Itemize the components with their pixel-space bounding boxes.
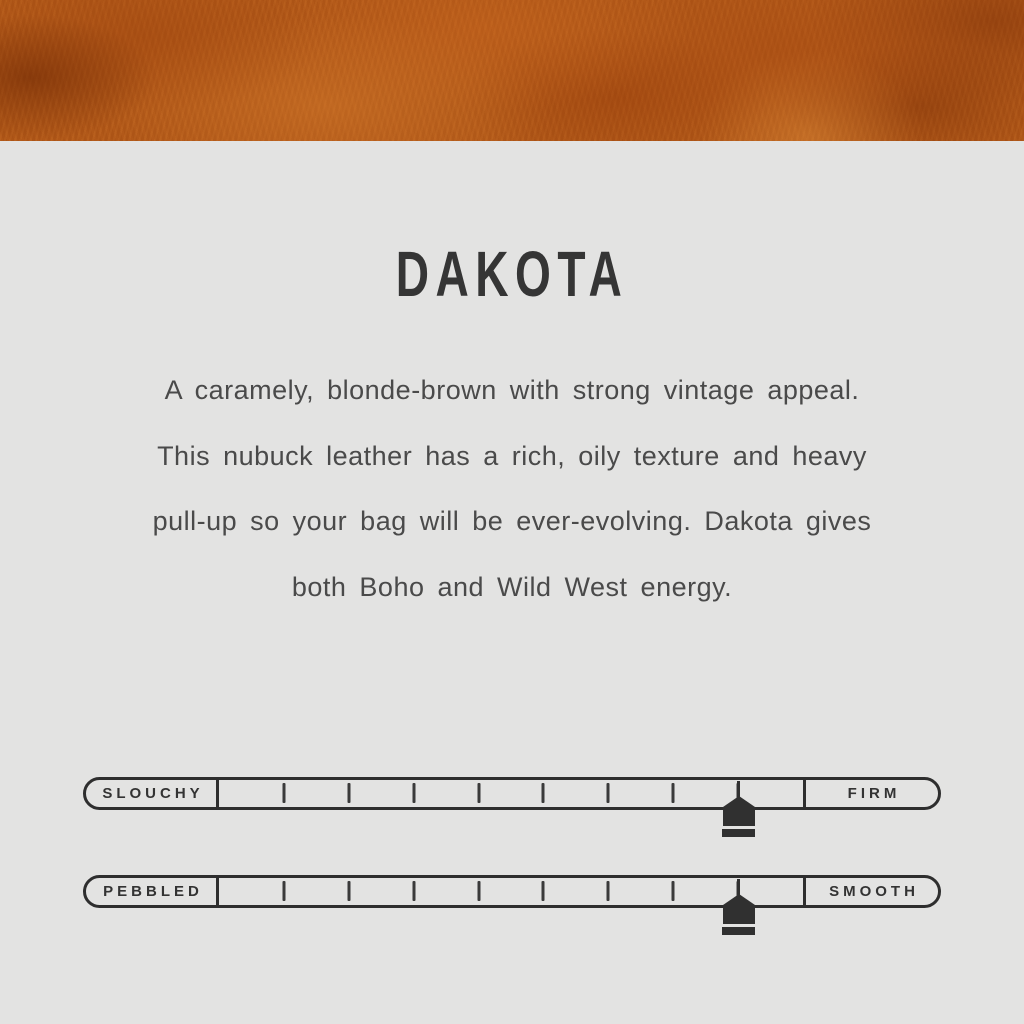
tick-mark xyxy=(282,783,285,803)
marker-stem-icon xyxy=(737,879,740,895)
marker-pointer-icon xyxy=(723,796,755,826)
marker-base-icon xyxy=(722,829,755,837)
tick-mark xyxy=(542,783,545,803)
tick-mark xyxy=(607,881,610,901)
slider-track xyxy=(219,878,803,905)
slider-track xyxy=(219,780,803,807)
page-title: DAKOTA xyxy=(395,238,629,310)
tick-mark xyxy=(347,783,350,803)
slider-left-label: PEBBLED xyxy=(86,878,219,905)
tick-mark xyxy=(282,881,285,901)
description-line: A caramely, blonde-brown with strong vintage appeal. xyxy=(164,375,860,405)
tick-mark xyxy=(412,881,415,901)
tick-mark xyxy=(347,881,350,901)
tick-mark xyxy=(672,881,675,901)
slider-right-label: FIRM xyxy=(803,780,938,807)
tick-mark xyxy=(412,783,415,803)
description-line: This nubuck leather has a rich, oily texture and heavy xyxy=(157,440,867,471)
tick-mark xyxy=(477,783,480,803)
marker-base-icon xyxy=(722,927,755,935)
description-line: pull-up so your bag will be ever-evolving. Dakota gives xyxy=(152,506,872,536)
marker-stem-icon xyxy=(737,781,740,797)
slider-pebbled-smooth xyxy=(83,875,941,908)
tick-mark xyxy=(607,783,610,803)
leather-swatch-image xyxy=(0,0,1024,141)
tick-mark xyxy=(542,881,545,901)
marker-pointer-icon xyxy=(723,894,755,924)
tick-mark xyxy=(672,783,675,803)
slider-right-label: SMOOTH xyxy=(803,878,938,905)
slider-left-label: SLOUCHY xyxy=(86,780,219,807)
slider-slouchy-firm xyxy=(83,777,941,810)
description-line: both Boho and Wild West energy. xyxy=(291,571,733,602)
description xyxy=(0,358,1024,620)
tick-mark xyxy=(477,881,480,901)
